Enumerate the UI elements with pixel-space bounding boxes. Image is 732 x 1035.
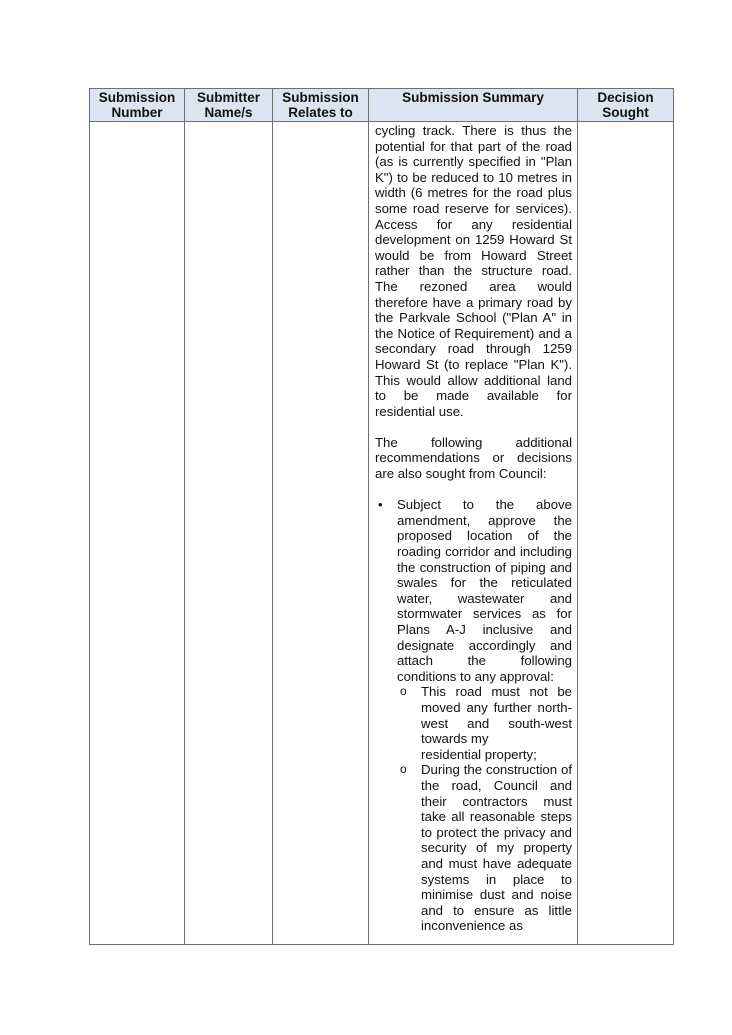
list-item (400, 762, 572, 934)
header-decision-sought: Decision Sought (578, 89, 674, 122)
cell-submission-summary (369, 122, 578, 945)
header-submitter-names: Submitter Name/s (185, 89, 273, 122)
submissions-table (89, 88, 674, 945)
cell-submission-number (90, 122, 185, 945)
conditions-list (397, 684, 572, 934)
cell-submitter-names (185, 122, 273, 945)
summary-paragraph-2: The following additional recommendations or decisions are also sought from Council: (375, 434, 572, 482)
list-item (400, 684, 572, 762)
summary-paragraph-1: cycling track. There is thus the potential for that part of the road (as is currently specified in "Plan K") to be reduced to 10 metres in width (6 metres for the road plus some road reserve for services). Access for any residential development on 1259 Howard St would be from Howard Street rather than the structure road. The rezoned area would therefore have a primary road by the Parkvale School ("Plan A" in the Notice of Requirement) and a secondary road through 1259 Howard St (to replace "Plan K"). This would allow additional land to be made available for residential use. (375, 123, 572, 419)
condition-text-2: During the construction of the road, Council and their contractors must take all reasonable steps to protect the privacy and security of my property and must have adequate systems in place to minimise dust and noise and to ensure as little inconvenience as (421, 762, 572, 934)
condition-text-1b: residential property; (421, 746, 537, 762)
header-submission-relates-to: Submission Relates to (273, 89, 369, 122)
header-submission-summary: Submission Summary (369, 89, 578, 122)
cell-relates-to (273, 122, 369, 945)
table-row (90, 122, 674, 945)
condition-text-1a: This road must not be moved any further north-west and south-west towards my (421, 684, 572, 747)
bullet-icon: • (378, 497, 383, 513)
summary-text (375, 122, 572, 934)
header-submission-number: Submission Number (90, 89, 185, 122)
recommendations-list (375, 497, 572, 934)
cell-decision-sought (578, 122, 674, 945)
header-row (90, 89, 674, 122)
list-item (378, 497, 572, 934)
bullet-text: Subject to the above amendment, approve the proposed location of the roading corridor and including the construction of piping and swales for the reticulated water, wastewater and stormwater services as for Plans A-J inclusive and designate accordingly and attach the following conditions to any approval: (397, 497, 572, 684)
sub-bullet-icon: o (400, 762, 407, 777)
sub-bullet-icon: o (400, 684, 407, 699)
